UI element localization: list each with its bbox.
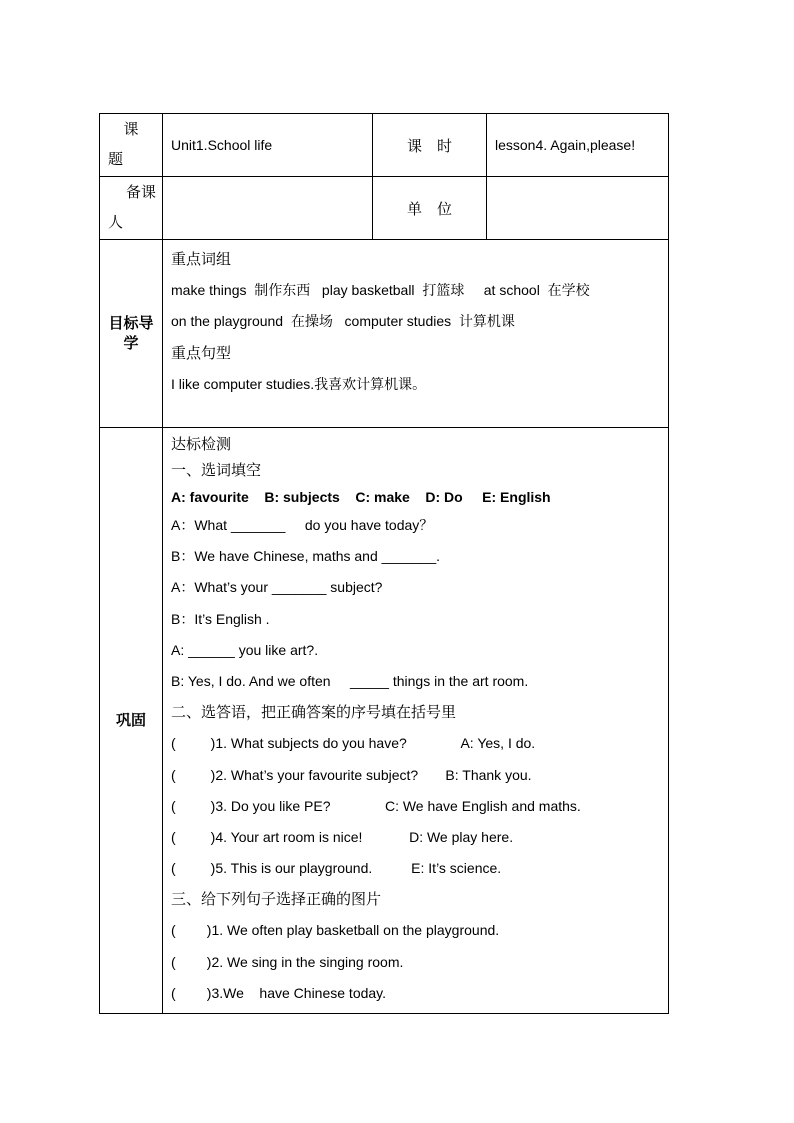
topic-label-cell [100,114,163,177]
preparer-row [100,177,669,240]
section1-title: 一、选词填空 [171,462,262,479]
section1-item: B: Yes, I do. And we often _____ things in the art room. [171,672,529,689]
topic-label-line1: 课 [123,121,139,138]
section2-title: 二、选答语，把正确答案的序号填在括号里 [171,704,457,722]
preparer-value [163,177,373,240]
objectives-label-line1: 目标导 [108,314,154,332]
objectives-label-line2: 学 [123,334,139,352]
consolidation-title: 达标检测 [171,436,232,453]
section2-item: ( )2. What’s your favourite subject? B: Thank you. [171,766,532,783]
objectives-line: on the playground 在操场 computer studies 计算机课 [171,313,515,330]
section1-item: A: ______ you like art?. [171,641,319,658]
preparer-label-line1: 备课 [125,184,156,201]
period-value: lesson4. Again,please! [487,114,669,177]
topic-value: Unit1.School life [163,114,373,177]
section1-item: A：What _______ do you have today？ [171,517,434,533]
objectives-label-cell [100,240,163,428]
topic-row [100,114,669,177]
section1-options: A: favourite B: subjects C: make D: Do E: English [171,489,551,505]
section2-item: ( )4. Your art room is nice! D: We play here. [171,828,514,845]
objectives-line-key-sentences: 重点句型 [171,344,232,362]
section1-item: B：We have Chinese, maths and _______. [171,548,441,565]
section1-item: A：What’s your _______ subject? [171,579,383,596]
period-label: 课 时 [373,114,487,177]
preparer-label-cell [100,177,163,240]
objectives-line: make things 制作东西 play basketball 打篮球 at school 在学校 [171,282,590,299]
section2-item: ( )1. What subjects do you have? A: Yes, I do. [171,735,536,752]
section1-item: B：It’s English . [171,610,270,627]
unit-label: 单 位 [373,177,487,240]
objectives-content [163,240,669,428]
section2-item: ( )5. This is our playground. E: It’s science. [171,860,502,877]
topic-label-line2: 题 [108,151,124,168]
objectives-line: I like computer studies.我喜欢计算机课。 [171,375,427,392]
section3-item: ( )1. We often play basketball on the playground. [171,922,500,939]
section3-item: ( )2. We sing in the singing room. [171,953,404,970]
objectives-line-key-phrases: 重点词组 [171,251,232,268]
section3-title: 三、给下列句子选择正确的图片 [171,891,382,909]
section3-item: ( )3.We have Chinese today. [171,984,387,1001]
section2-item: ( )3. Do you like PE? C: We have English and maths. [171,797,581,814]
objectives-row [100,240,669,428]
consolidation-content [163,428,669,1014]
preparer-label-line2: 人 [108,214,124,231]
consolidation-label: 巩固 [100,428,163,1014]
lesson-plan-table [99,113,669,1014]
unit-value [487,177,669,240]
consolidation-row [100,428,669,1014]
